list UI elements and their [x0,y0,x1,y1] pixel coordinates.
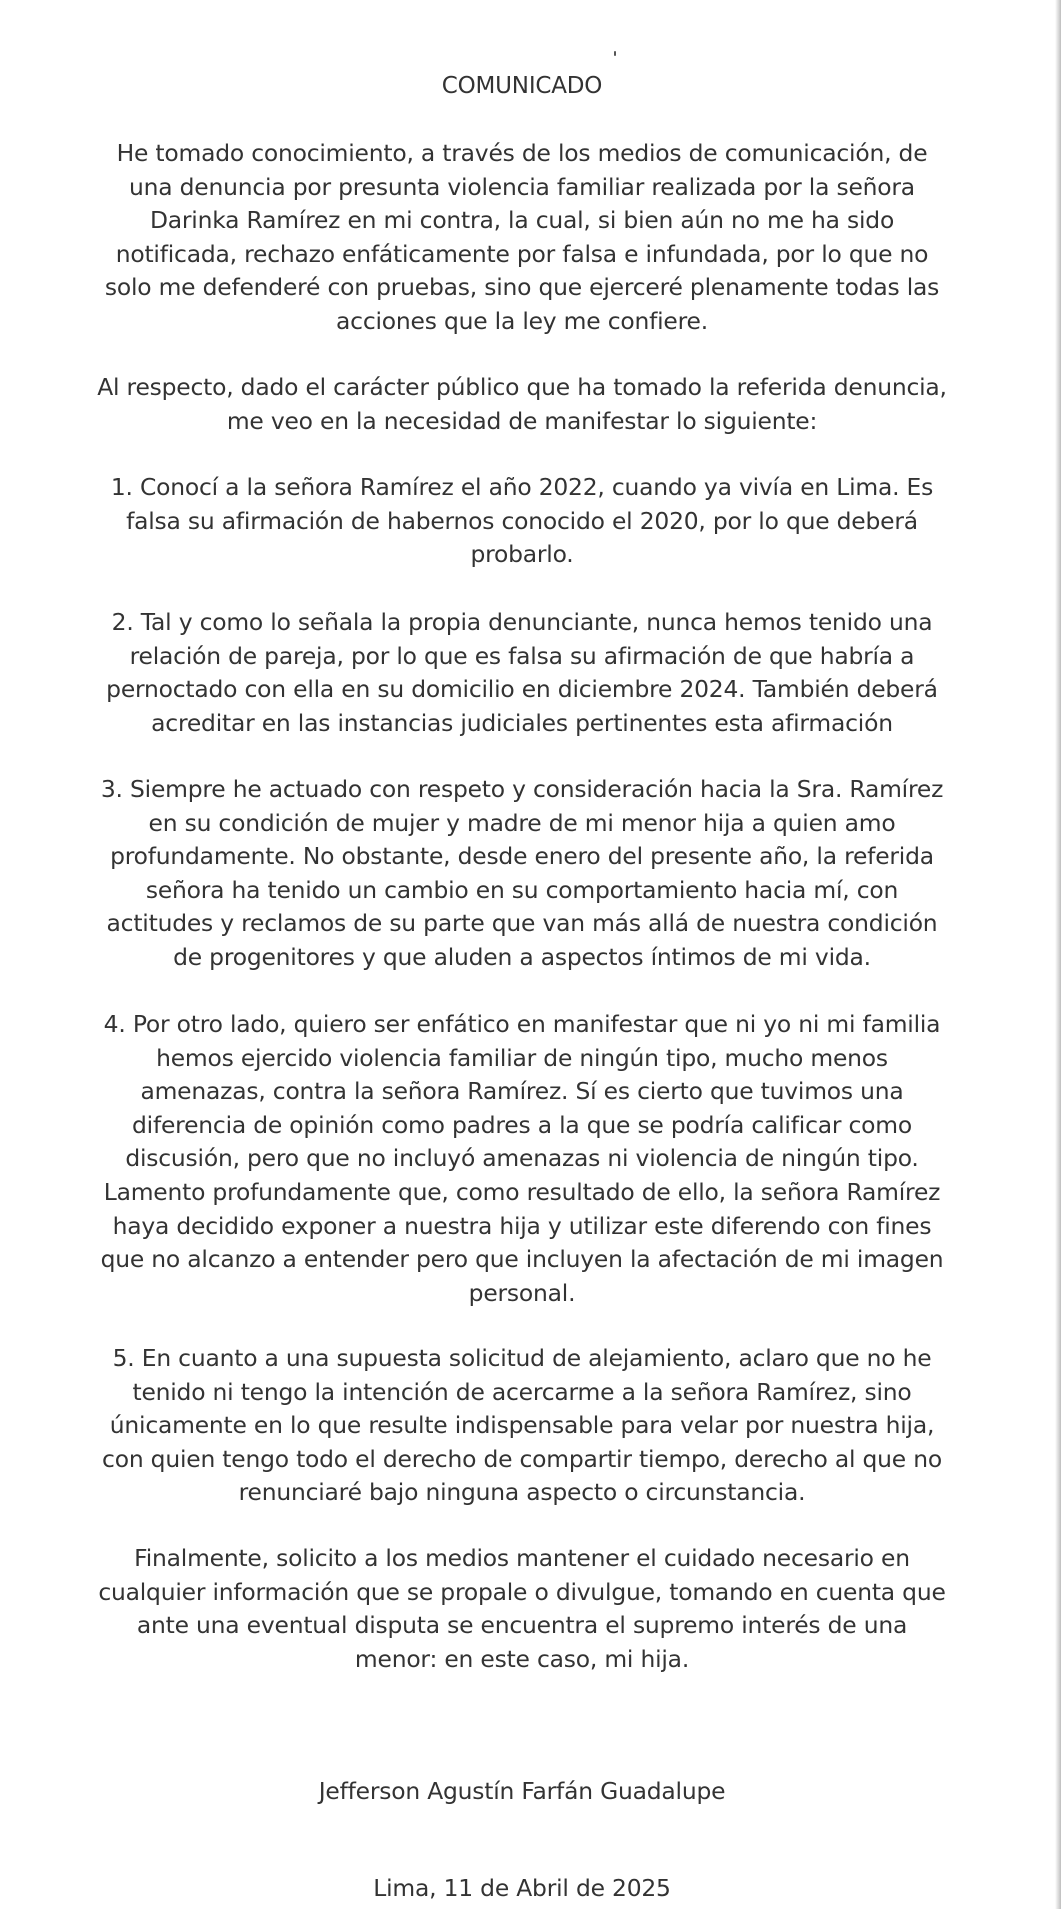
paragraph-closing: Finalmente, solicito a los medios mantener el cuidado necesario en cualquier información que se propale o divulgue, tomando en cuenta que ante una eventual disputa se encuentra el supremo interés de una menor: en este caso, mi hija. [98,1544,946,1673]
signature-name: Jefferson Agustín Farfán Guadalupe [318,1777,726,1805]
paragraph-point-4: 4. Por otro lado, quiero ser enfático en manifestar que ni yo ni mi familia hemos ejercido violencia familiar de ningún tipo, mucho menos amenazas, contra la señora Ramírez. Sí es cierto que tuvimos una diferencia de opinión como padres a la que se podría calificar como discusión, pero que no incluyó amenazas ni violencia de ningún tipo. Lamento profundamente que, como resultado de ello, la señora Ramírez haya decidido exponer a nuestra hija y utilizar este diferendo con fines que no alcanzo a entender pero que incluyen la afectación de mi imagen personal. [100,1010,944,1307]
paragraph-point-2: 2. Tal y como lo señala la propia denunciante, nunca hemos tenido una relación de pareja, por lo que es falsa su afirmación de que habría a pernoctado con ella en su domicilio en diciembre 2024. También deberá acreditar en las instancias judiciales pertinentes esta afirmación [106,608,938,737]
paragraph-point-3: 3. Siempre he actuado con respeto y consideración hacia la Sra. Ramírez en su condición de mujer y madre de mi menor hija a quien amo profundamente. No obstante, desde enero del presente año, la referida señora ha tenido un cambio en su comportamiento hacia mí, con actitudes y reclamos de su parte que van más allá de nuestra condición de progenitores y que aluden a aspectos íntimos de mi vida. [100,775,944,971]
paragraph-point-5: 5. En cuanto a una supuesta solicitud de alejamiento, aclaro que no he tenido ni tengo la intención de acercarme a la señora Ramírez, sino únicamente en lo que resulte indispensable para velar por nuestra hija, con quien tengo todo el derecho de compartir tiempo, derecho al que no renunciaré bajo ninguna aspecto o circunstancia. [102,1344,942,1507]
paragraph-context: Al respecto, dado el carácter público que ha tomado la referida denuncia, me veo en la necesidad de manifestar lo siguiente: [97,373,947,435]
top-mark [614,51,616,56]
place-and-date: Lima, 11 de Abril de 2025 [373,1874,671,1902]
document-title: COMUNICADO [441,73,603,99]
paragraph-intro: He tomado conocimiento, a través de los medios de comunicación, de una denuncia por presunta violencia familiar realizada por la señora Darinka Ramírez en mi contra, la cual, si bien aún no me ha sido notificada, rechazo enfáticamente por falsa e infundada, por lo que no solo me defenderé con pruebas, sino que ejerceré plenamente todas las acciones que la ley me confiere. [104,139,940,335]
page-edge-shadow [1055,0,1061,1909]
paragraph-point-1: 1. Conocí a la señora Ramírez el año 2022, cuando ya vivía en Lima. Es falsa su afirmación de habernos conocido el 2020, por lo que deberá probarlo. [110,473,934,569]
